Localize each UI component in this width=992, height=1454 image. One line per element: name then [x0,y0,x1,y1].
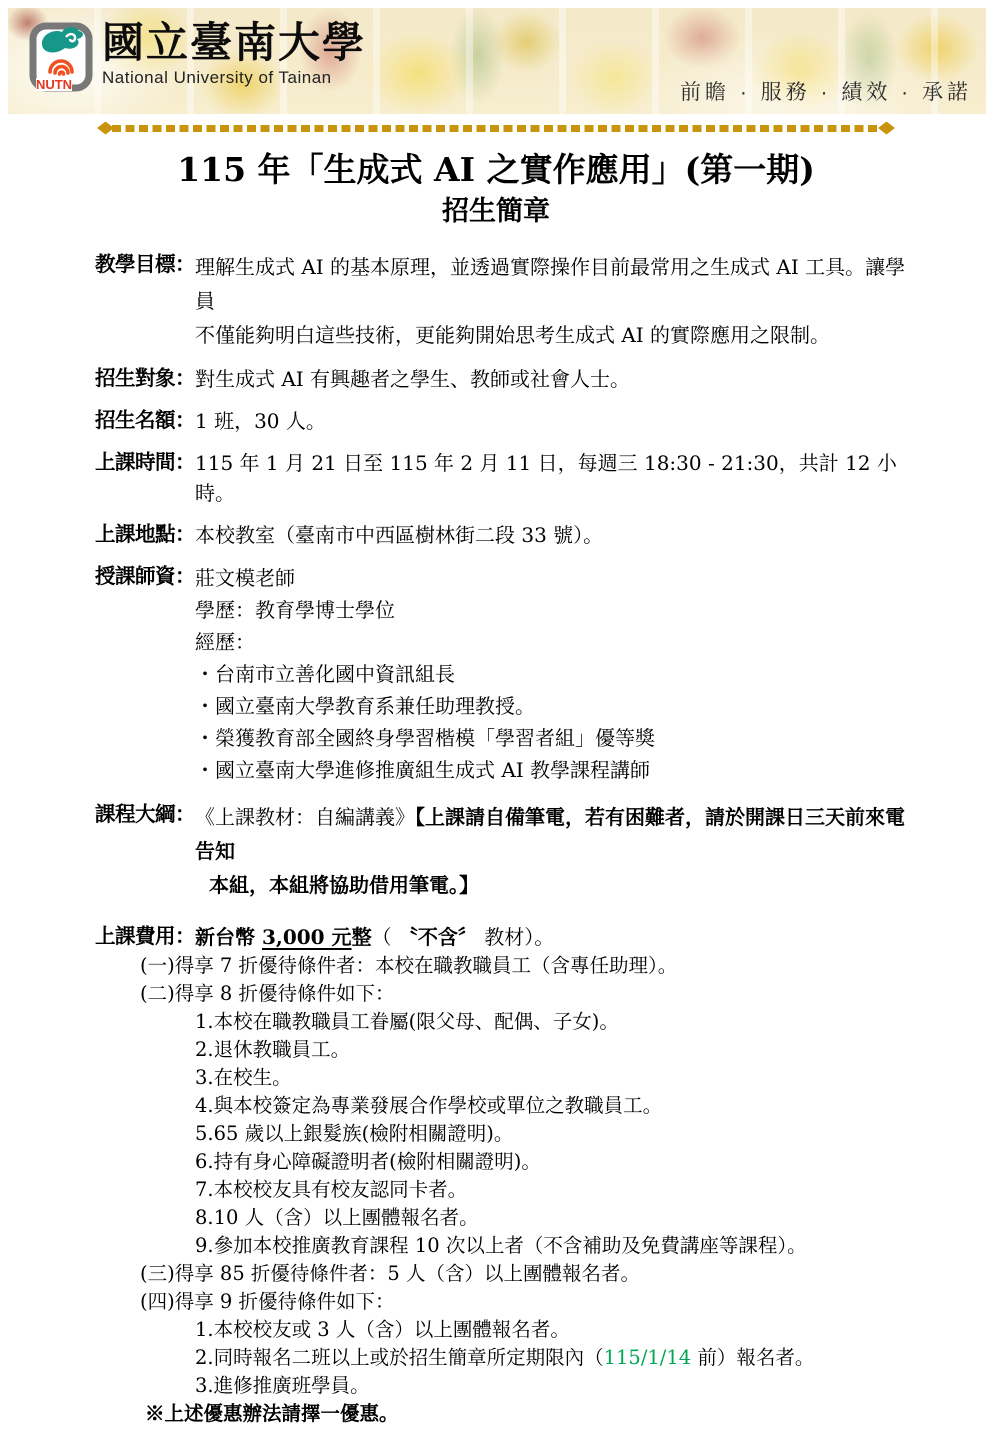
discount-tier-4-head: (四)得享 9 折優待條件如下： [140,1289,395,1313]
field-label: 上課費用： [95,924,195,948]
instructor-experience-head: 經歷： [195,629,255,654]
tier4-item2-pre: 2.同時報名二班以上或於招生簡章所定期限內（ [195,1345,604,1369]
discount-tier-4-item: 1.本校校友或 3 人（含）以上團體報名者。 [195,1317,570,1341]
discount-tier-2-item: 4.與本校簽定為專業發展合作學校或單位之教職員工。 [195,1093,663,1117]
field-label: 授課師資： [95,564,195,588]
discount-tier-2-item: 6.持有身心障礙證明者(檢附相關證明)。 [195,1149,541,1173]
field-teaching-goal [95,250,910,352]
instructor-degree: 學歷：教育學博士學位 [195,597,395,622]
divider-diamond-left-icon [97,122,114,135]
instructor-experience-item: ・國立臺南大學教育系兼任助理教授。 [195,693,535,718]
instructor-name: 莊文模老師 [195,565,295,590]
doc-title: 115 年「生成式 AI 之實作應用」(第一期) [177,150,815,189]
field-class-time [95,448,910,508]
field-instructor [95,562,910,786]
instructor-experience-item: ・國立臺南大學進修推廣組生成式 AI 教學課程講師 [195,757,651,782]
field-value: 115 年 1 月 21 日至 115 年 2 月 11 日，每週三 18:30 - 21:30，共計 12 小時。 [195,450,897,505]
field-value [195,250,910,352]
logo-acronym: NUTN [35,77,73,92]
doc-subtitle: 招生簡章 [442,195,550,227]
gold-divider [97,121,895,135]
syllabus-material: 《上課教材：自編講義》 [195,804,415,829]
divider-dashed-line [112,125,880,132]
field-value: 對生成式 AI 有興趣者之學生、教師或社會人士。 [195,366,631,391]
field-label: 招生名額： [95,408,195,432]
deadline-date: 115/1/14 [603,1345,692,1369]
university-slogan: 前瞻 · 服務 · 績效 · 承諾 [680,81,972,104]
field-class-location [95,520,910,550]
discount-tier-2-item: 2.退休教職員工。 [195,1037,351,1061]
field-value [195,922,554,952]
goal-line-2: 不僅能夠明白這些技術，更能夠開始思考生成式 AI 的實際應用之限制。 [195,322,831,347]
instructor-experience-item: ・榮獲教育部全國終身學習楷模「學習者組」優等獎 [195,725,655,750]
field-label: 上課地點： [95,522,195,546]
field-fee [95,922,910,952]
header-photo-band [8,8,986,114]
syllabus-line-1 [195,800,910,868]
syllabus-notice-1: 【上課請自備筆電，若有困難者，請於開課日三天前來電告知 [195,804,905,863]
discount-tier-2-item: 8.10 人（含）以上團體報名者。 [195,1205,479,1229]
fee-currency: 新台幣 [195,924,262,949]
field-quota [95,406,910,436]
discount-tier-4-item: 3.進修推廣班學員。 [195,1373,370,1397]
discount-tier-2-item: 9.參加本校推廣教育課程 10 次以上者（不含補助及免費講座等課程）。 [195,1233,807,1257]
field-label: 課程大綱： [95,802,195,826]
discount-note: ※上述優惠辦法請擇一優惠。 [145,1401,399,1425]
tier4-item2-post: 前）報名者。 [691,1345,815,1369]
fee-paren-open: （ [371,924,398,949]
field-syllabus [95,800,910,902]
nutn-logo [28,21,94,99]
field-label: 上課時間： [95,450,195,474]
discount-tier-4-item [195,1344,910,1372]
discount-tier-2-head: (二)得享 8 折優待條件如下： [140,981,395,1005]
fee-suffix: 整 [351,924,372,949]
field-value [195,562,655,786]
university-name-zh: 國立臺南大學 [102,18,367,67]
divider-diamond-right-icon [878,122,895,135]
field-value: 1 班，30 人。 [195,408,326,433]
goal-line-1: 理解生成式 AI 的基本原理，並透過實際操作目前最常用之生成式 AI 工具。讓學員 [195,254,906,313]
university-name-en: National University of Tainan [102,68,332,87]
syllabus-notice-2: 本組，本組將協助借用筆電。】 [209,872,479,897]
discount-tier-2-item: 3.在校生。 [195,1065,292,1089]
field-value: 本校教室（臺南市中西區樹林街二段 33 號）。 [195,522,604,547]
discount-tier-2-item: 5.65 歲以上銀髮族(檢附相關證明)。 [195,1121,514,1145]
discount-tier-2-item: 1.本校在職教職員工眷屬(限父母、配偶、子女)。 [195,1009,619,1033]
instructor-experience-item: ・台南市立善化國中資訊組長 [195,661,455,686]
nutn-logo-graphic [28,21,94,95]
fee-amount: 3,000 元 [261,924,352,949]
field-value [195,800,910,902]
discount-tier-3: (三)得享 85 折優待條件者：5 人（含）以上團體報名者。 [140,1261,641,1285]
university-name-block [102,10,366,88]
field-audience [95,364,910,394]
fee-paren-close: 教材）。 [477,924,555,949]
discount-list [95,952,910,1428]
discount-tier-2-item: 7.本校校友具有校友認同卡者。 [195,1177,468,1201]
field-label: 招生對象： [95,366,195,390]
discount-tier-1: (一)得享 7 折優待條件者：本校在職教職員工（含專任助理）。 [140,953,678,977]
fee-excluded: 〝不含〞 [397,924,478,949]
doc-body [0,229,992,1454]
field-label: 教學目標： [95,252,195,276]
